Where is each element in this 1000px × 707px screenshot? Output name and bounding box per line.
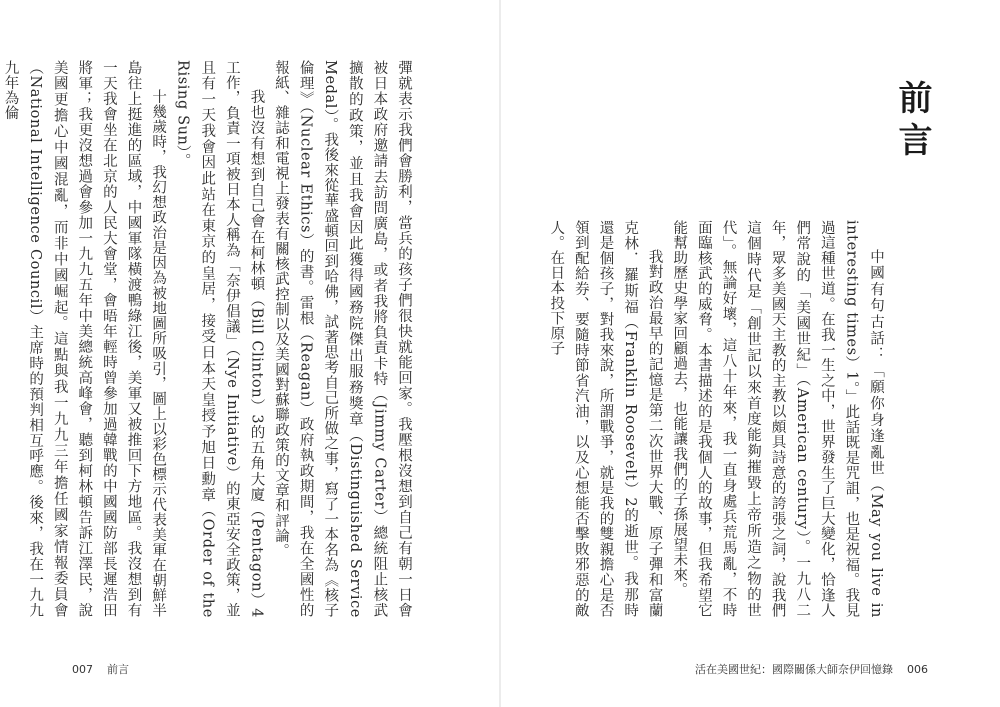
left-page-body bbox=[2, 60, 416, 618]
left-folio bbox=[72, 661, 129, 677]
body-paragraph: 彈就表示我們會勝利，當兵的孩子們很快就能回家。我壓根沒想到自己有朝一日會被日本政府邀請去訪問廣島，或者我將負責卡特（Jimmy Carter）總統阻止核武擴散的政策，並且我會因此獲得國務院傑出服務獎章（Distinguished Service Medal）。我後來從華盛頓回到哈佛，試著思考自己所做之事，寫了一本名為《核子倫理》（Nuclear Ethics）的書。雷根（Reagan）政府執政期間，我在全國性的報紙、雜誌和電視上發表有關核武控制以及美國對蘇聯政策的文章和評論。 bbox=[273, 60, 412, 618]
right-page bbox=[501, 0, 1000, 707]
running-head: 活在美國世紀：國際關係大師奈伊回憶錄 bbox=[695, 663, 893, 676]
body-paragraph: 十幾歲時，我幻想政治是因為被地圖所吸引，圖上以彩色標示代表美軍在朝鮮半島往上挺進的區域，中國軍隊橫渡鴨綠江後，美軍又被推回下方地區。我沒想到有一天我會坐在北京的人民大會堂，會晤年輕時曾參加過韓戰的中國國防部長遲浩田將軍；我更沒想過會參加一九九五年中美總統高峰會，聽到柯林頓告訴江澤民，說美國更擔心中國混亂，而非中國崛起。這點與我一九九三年擔任國家情報委員會（National Intelligence Council）主席時的預判相互呼應。後來，我在一九九九年為倫 bbox=[2, 60, 167, 618]
chapter-title: 前言 bbox=[892, 80, 932, 164]
right-folio bbox=[695, 661, 928, 677]
body-paragraph: 我也沒有想到自己會在柯林頓（Bill Clinton）3的五角大廈（Pentagon）4工作，負責一項被日本人稱為「奈伊倡議」（Nye Initiative）的東亞安全政策，並且有一天我會因此站在東京的皇居，接受日本天皇授予旭日勳章（Order of the Rising Sun）。 bbox=[174, 60, 265, 618]
left-page bbox=[0, 0, 499, 707]
page-number: 007 bbox=[72, 663, 93, 676]
body-paragraph: 我對政治最早的記憶是第二次世界大戰、原子彈和富蘭克林．羅斯福（Franklin Roosevelt）2的逝世。我那時還是個孩子，對我來說，所謂戰爭，就是我的雙親擔心是否領到配給券、要隨時節省汽油，以及心想能否擊敗邪惡的敵人。在日本投下原子 bbox=[548, 220, 663, 618]
running-head: 前言 bbox=[107, 663, 129, 676]
body-paragraph: 中國有句古話：「願你身逢亂世（May you live in interesting times）1。」此話既是咒詛，也是祝福。我見過這種世道。在我一生之中，世界發生了巨大變化，恰逢人們常說的「美國世紀」（American century）。一九八二年，眾多美國天主教的主教以頗具詩意的誇張之詞，說我們這個時代是「創世記以來首度能夠摧毀上帝所造之物的世代」。無論好壞，這八十年來，我一直身處兵荒馬亂，不時面臨核武的威脅。本書描述的是我個人的故事，但我希望它能幫助歷史學家回顧過去，也能讓我們的子孫展望未來。 bbox=[671, 220, 884, 618]
right-page-body bbox=[548, 220, 888, 618]
page-number: 006 bbox=[907, 663, 928, 676]
